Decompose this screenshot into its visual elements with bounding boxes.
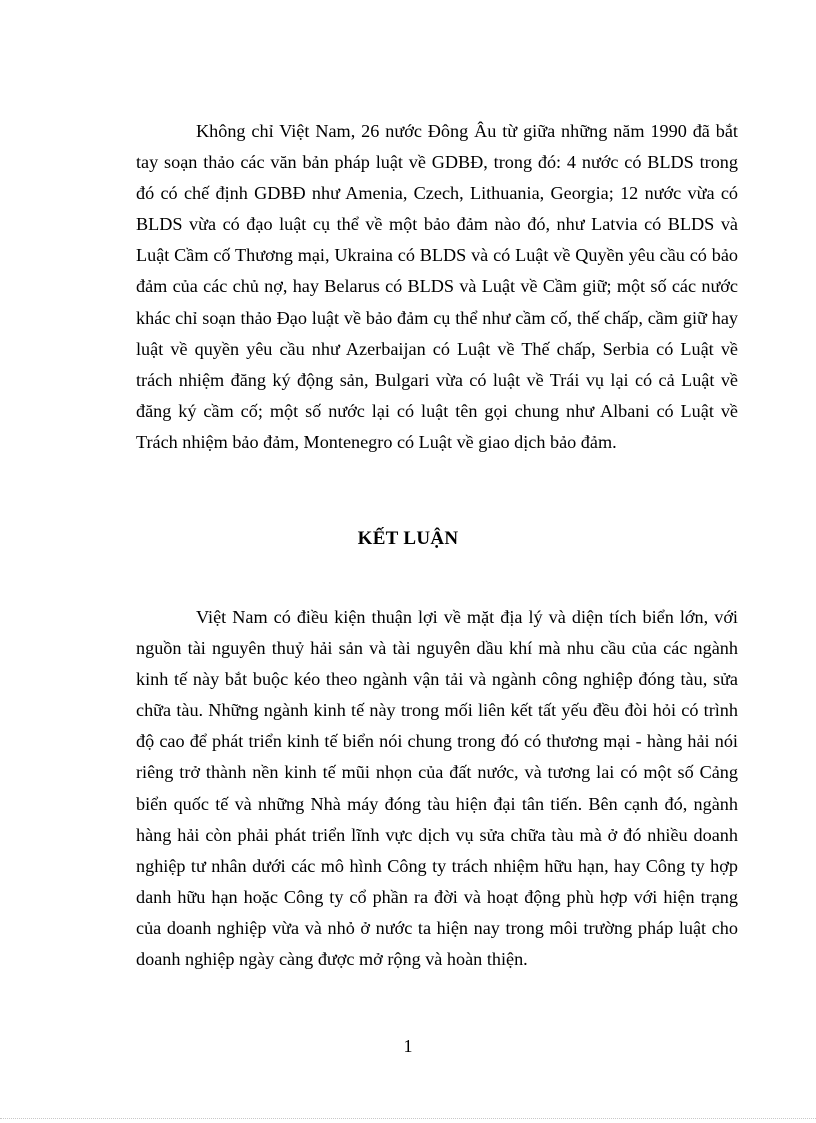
page-bottom-edge	[0, 1118, 816, 1119]
page-number: 1	[403, 1036, 413, 1056]
section-heading-conclusion: KẾT LUẬN	[357, 528, 459, 549]
body-paragraph-conclusion: Việt Nam có điều kiện thuận lợi về mặt địa lý và diện tích biển lớn, với nguồn tài nguyên thuỷ hải sản và tài nguyên dầu khí mà nhu cầu của các ngành kinh tế này bắt buộc kéo theo ngành vận tải và ngành công nghiệp đóng tàu, sửa chữa tàu. Những ngành kinh tế này trong mối liên kết tất yếu đều đòi hỏi có trình độ cao để phát triển kinh tế biển nói chung trong đó có thương mại - hàng hải nói riêng trở thành nền kinh tế mũi nhọn của đất nước, và tương lai có một số Cảng biển quốc tế và những Nhà máy đóng tàu hiện đại tân tiến. Bên cạnh đó, ngành hàng hải còn phải phát triển lĩnh vực dịch vụ sửa chữa tàu mà ở đó nhiều doanh nghiệp tư nhân dưới các mô hình Công ty trách nhiệm hữu hạn, hay Công ty hợp danh hữu hạn hoặc Công ty cổ phần ra đời và hoạt động phù hợp với hiện trạng của doanh nghiệp vừa và nhỏ ở nước ta hiện nay trong môi trường pháp luật cho doanh nghiệp ngày càng được mở rộng và hoàn thiện.	[136, 607, 738, 970]
body-paragraph-eastern-europe-laws: Không chỉ Việt Nam, 26 nước Đông Âu từ giữa những năm 1990 đã bắt tay soạn thảo các văn bản pháp luật về GDBĐ, trong đó: 4 nước có BLDS trong đó có chế định GDBĐ như Amenia, Czech, Lithuania, Georgia; 12 nước vừa có BLDS vừa có đạo luật cụ thể về một bảo đảm nào đó, như Latvia có BLDS và Luật Cầm cố Thương mại, Ukraina có BLDS và có Luật về Quyền yêu cầu có bảo đảm của các chủ nợ, hay Belarus có BLDS và Luật về Cầm giữ; một số các nước khác chỉ soạn thảo Đạo luật về bảo đảm cụ thể như cầm cố, thế chấp, cầm giữ hay luật về quyền yêu cầu như Azerbaijan có Luật về Thế chấp, Serbia có Luật về trách nhiệm đăng ký động sản, Bulgari vừa có luật về Trái vụ lại có cả Luật về đăng ký cầm cố; một số nước lại có luật tên gọi chung như Albani có Luật về Trách nhiệm bảo đảm, Montenegro có Luật về giao dịch bảo đảm.	[136, 121, 738, 452]
